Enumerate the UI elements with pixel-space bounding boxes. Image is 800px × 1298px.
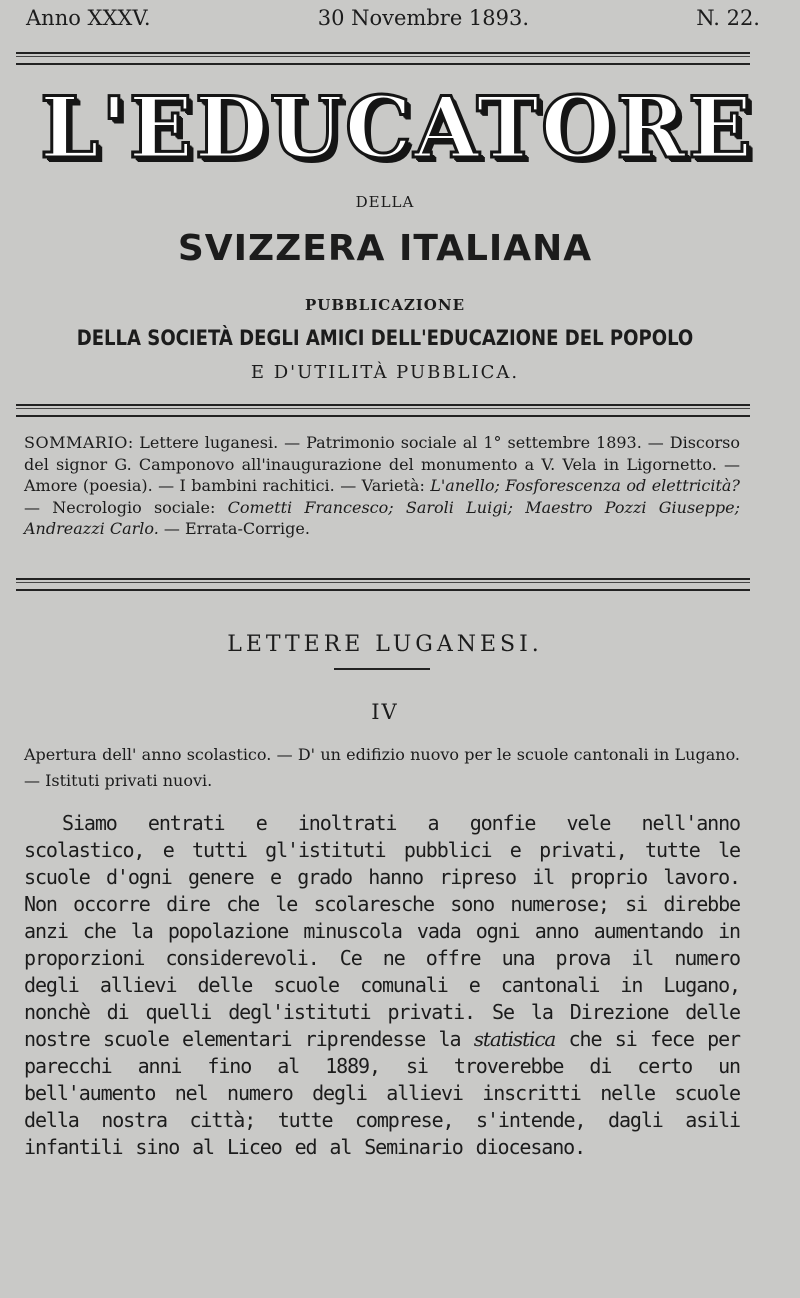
sommario-text-1: : Lettere luganesi. — Patrimonio sociale al 1° settembre 1893. — Discorso del signor G. Camponovo all'inaugurazione del monumento a V. Vela in Ligornetto. — Amore (poesia). — I bambini rachitici. — Varietà: xyxy=(24,433,740,495)
article-text-1: Siamo entrati e inoltrati a gonfie vele nell'anno scolastico, e tutti gl'istituti pubblici e privati, tutte le scuole d'ogni genere e grado hanno ripreso il proprio lavoro. Non occorre dire che le scolaresche sono numerose; si direbbe anzi che la popolazione minuscola vada ogni anno aumentando in proporzioni considerevoli. Ce ne offre una prova il numero degli allievi delle scuole comunali e cantonali in Lugano, nonchè di quelli degl'istituti privati. Se la Direzione delle nostre scuole elementari riprendesse la xyxy=(24,811,740,1051)
issue-number: N. 22. xyxy=(696,6,760,30)
article-subheading: Apertura dell' anno scolastico. — D' un edifizio nuovo per le scuole cantonali in Lugano. — Istituti privati nuovi. xyxy=(24,745,740,790)
article-number: IV xyxy=(371,700,399,724)
masthead-societa: DELLA SOCIETÀ DEGLI AMICI DELL'EDUCAZIONE DEL POPOLO xyxy=(76,326,694,350)
sommario-text-2: — Necrologio sociale: xyxy=(24,497,228,517)
article-title: LETTERE LUGANESI. xyxy=(227,632,543,657)
masthead-utilita: E D'UTILITÀ PUBBLICA. xyxy=(250,362,520,383)
sommario-rule xyxy=(16,578,750,591)
article-title-rule xyxy=(334,668,430,670)
sommario xyxy=(24,432,740,540)
masthead-della: DELLA xyxy=(355,193,415,211)
article-paragraph xyxy=(24,810,740,1161)
header-rule xyxy=(16,52,750,65)
article-text-italic: statistica xyxy=(473,1027,556,1051)
article-text-2: che si fece per parecchi anni fino al 1889, si troverebbe di certo un bell'aumento nel numero degli allievi inscritti nelle scuole della nostra città; tutte comprese, s'intende, dagli asili infantili sino al Liceo ed al Seminario diocesano. xyxy=(24,1027,740,1159)
sommario-necrologio: Cometti Francesco; Saroli Luigi; Maestro Pozzi Giuseppe; Andreazzi Carlo. xyxy=(24,497,740,538)
masthead-pubblicazione: PUBBLICAZIONE xyxy=(304,296,466,314)
sommario-varieta: L'anello; Fosforescenza od elettricità? xyxy=(430,476,741,495)
sommario-text-3: — Errata-Corrige. xyxy=(158,519,310,538)
sommario-label: SOMMARIO xyxy=(24,433,128,452)
masthead-rule xyxy=(16,404,750,417)
issue-date: 30 Novembre 1893. xyxy=(317,6,530,30)
issue-header xyxy=(26,6,760,30)
issue-year: Anno XXXV. xyxy=(26,6,151,30)
masthead-subtitle: SVIZZERA ITALIANA xyxy=(177,228,593,269)
article-body xyxy=(24,810,740,1161)
masthead-title: L'EDUCATORE xyxy=(40,78,754,177)
